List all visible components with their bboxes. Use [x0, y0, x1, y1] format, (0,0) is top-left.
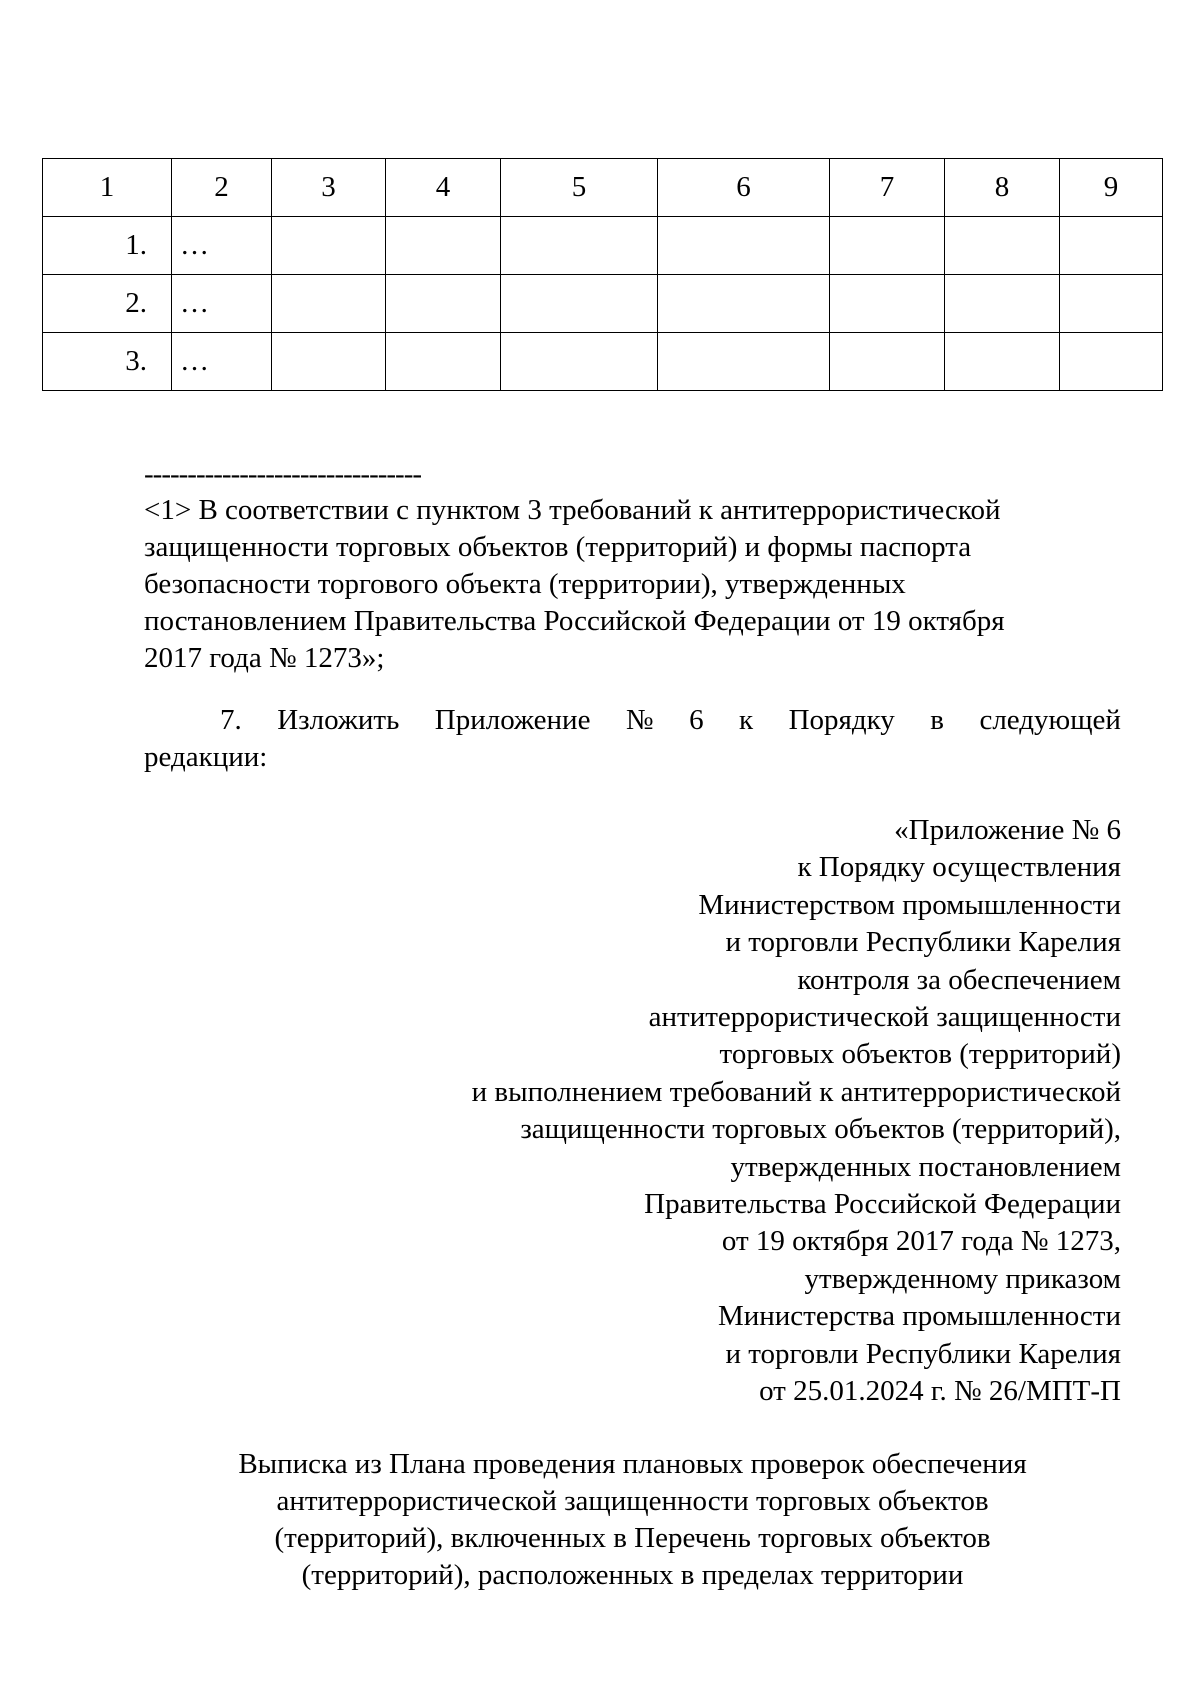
column-number-cell: 4	[386, 159, 501, 217]
table-row	[43, 333, 1163, 391]
appendix-line: утвержденных постановлением	[730, 1150, 1121, 1183]
extract-title	[144, 1446, 1121, 1594]
footnote-line: <1> В соответствии с пунктом 3 требований к антитеррористической	[144, 494, 1001, 526]
empty-cell	[830, 217, 945, 275]
appendix-line: защищенности торговых объектов (территорий),	[520, 1113, 1121, 1146]
empty-cell	[1060, 217, 1163, 275]
empty-cell	[501, 275, 658, 333]
empty-cell	[830, 333, 945, 391]
item-7-word: следующей	[979, 704, 1121, 736]
item-7-word: Порядку	[788, 704, 895, 736]
row-number-cell: 1.	[43, 217, 172, 275]
item-7-first-line	[144, 702, 1121, 739]
row-number-cell: 2.	[43, 275, 172, 333]
row-number-cell: 3.	[43, 333, 172, 391]
extract-title-line: (территорий), включенных в Перечень торговых объектов	[274, 1522, 991, 1554]
item-7-word: 6	[689, 704, 704, 736]
column-number-cell: 9	[1060, 159, 1163, 217]
item-7-word: Изложить	[277, 704, 400, 736]
appendix-line: «Приложение № 6	[894, 814, 1121, 846]
empty-cell	[658, 333, 830, 391]
appendix-line: и выполнением требований к антитеррористической	[471, 1075, 1121, 1108]
empty-cell	[1060, 333, 1163, 391]
footnote-line: 2017 года № 1273»;	[144, 642, 385, 674]
column-number-cell: 1	[43, 159, 172, 217]
table-header-row	[43, 159, 1163, 217]
extract-title-line: (территорий), расположенных в пределах территории	[301, 1559, 964, 1591]
row-name-cell: …	[172, 217, 272, 275]
table-row	[43, 275, 1163, 333]
item-7-paragraph	[144, 702, 1121, 776]
empty-cell	[272, 217, 386, 275]
appendix-line: к Порядку осуществления	[797, 851, 1121, 884]
empty-cell	[272, 275, 386, 333]
table-row	[43, 217, 1163, 275]
row-name-cell: …	[172, 275, 272, 333]
empty-cell	[386, 275, 501, 333]
appendix-line: Правительства Российской Федерации	[644, 1188, 1121, 1221]
empty-cell	[658, 275, 830, 333]
row-name-cell: …	[172, 333, 272, 391]
appendix-header	[221, 812, 1121, 1411]
extract-title-line: Выписка из Плана проведения плановых проверок обеспечения	[238, 1448, 1027, 1480]
footnote-line: защищенности торговых объектов (территорий) и формы паспорта	[144, 531, 972, 563]
item-7-word: Приложение	[434, 704, 591, 736]
empty-cell	[1060, 275, 1163, 333]
empty-cell	[830, 275, 945, 333]
column-number-cell: 3	[272, 159, 386, 217]
column-number-cell: 7	[830, 159, 945, 217]
item-7-word: 7.	[220, 704, 242, 736]
empty-cell	[945, 217, 1060, 275]
empty-cell	[945, 275, 1060, 333]
column-number-cell: 6	[658, 159, 830, 217]
appendix-line: Министерства промышленности	[717, 1300, 1121, 1333]
plan-table	[42, 158, 1163, 391]
appendix-line: и торговли Республики Карелия	[725, 926, 1121, 959]
extract-title-line: антитеррористической защищенности торговых объектов	[276, 1485, 989, 1517]
appendix-line: Министерством промышленности	[698, 888, 1121, 921]
appendix-line: от 19 октября 2017 года № 1273,	[721, 1225, 1121, 1258]
item-7-second-line: редакции:	[144, 741, 268, 773]
column-number-cell: 5	[501, 159, 658, 217]
empty-cell	[501, 217, 658, 275]
appendix-line: и торговли Республики Карелия	[725, 1337, 1121, 1370]
appendix-line: антитеррористической защищенности	[648, 1001, 1121, 1034]
empty-cell	[386, 217, 501, 275]
empty-cell	[386, 333, 501, 391]
column-number-cell: 2	[172, 159, 272, 217]
footnote-separator: --------------------------------	[144, 458, 422, 490]
empty-cell	[501, 333, 658, 391]
empty-cell	[658, 217, 830, 275]
footnote-line: постановлением Правительства Российской Федерации от 19 октября	[144, 605, 1005, 637]
appendix-line: утвержденному приказом	[804, 1262, 1121, 1295]
appendix-line: контроля за обеспечением	[797, 963, 1121, 996]
empty-cell	[945, 333, 1060, 391]
appendix-line: от 25.01.2024 г. № 26/МПТ-П	[759, 1375, 1121, 1408]
appendix-line: торговых объектов (территорий)	[719, 1038, 1121, 1071]
column-number-cell: 8	[945, 159, 1060, 217]
item-7-word: в	[930, 704, 944, 736]
empty-cell	[272, 333, 386, 391]
footnote	[144, 492, 1124, 677]
item-7-word: к	[739, 704, 754, 736]
footnote-line: безопасности торгового объекта (территории), утвержденных	[144, 568, 906, 600]
item-7-word: №	[625, 704, 654, 736]
